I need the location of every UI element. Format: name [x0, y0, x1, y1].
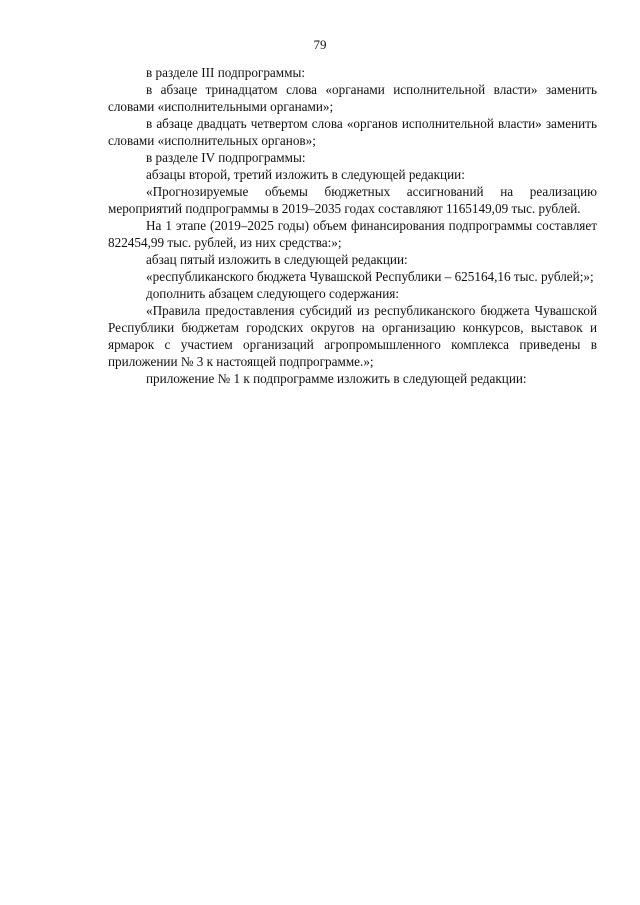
paragraph: «Прогнозируемые объемы бюджетных ассигнований на реализацию мероприятий подпрограммы в 2019–2035 годах составляют 1165149,09 тыс. рублей.	[108, 184, 597, 216]
paragraph: «республиканского бюджета Чувашской Республики – 625164,16 тыс. рублей;»;	[146, 269, 594, 284]
paragraph: в разделе III подпрограммы:	[146, 65, 306, 80]
document-body	[108, 64, 597, 387]
paragraph: в абзаце тринадцатом слова «органами исполнительной власти» заменить словами «исполнительными органами»;	[108, 82, 597, 114]
paragraph: «Правила предоставления субсидий из республиканского бюджета Чувашской Республики бюджетам городских округов на организацию конкурсов, выставок и ярмарок с участием организаций агропромышленного комплекса приведены в приложении № 3 к настоящей подпрограмме.»;	[108, 303, 597, 369]
paragraph: в разделе IV подпрограммы:	[146, 150, 306, 165]
page-number: 79	[313, 37, 327, 52]
paragraph: На 1 этапе (2019–2025 годы) объем финансирования подпрограммы составляет 822454,99 тыс. рублей, из них средства:»;	[108, 218, 597, 250]
paragraph: абзацы второй, третий изложить в следующей редакции:	[146, 167, 465, 182]
paragraph: дополнить абзацем следующего содержания:	[146, 286, 400, 301]
paragraph: в абзаце двадцать четвертом слова «органов исполнительной власти» заменить словами «исполнительных органов»;	[108, 116, 597, 148]
paragraph: приложение № 1 к подпрограмме изложить в следующей редакции:	[146, 371, 527, 386]
paragraph: абзац пятый изложить в следующей редакции:	[146, 252, 408, 267]
